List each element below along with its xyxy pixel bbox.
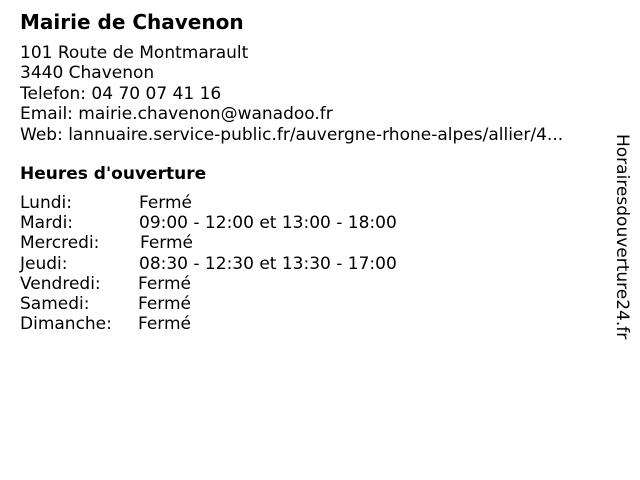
- day-label: Mardi:: [20, 213, 74, 234]
- hours-value: Fermé: [140, 233, 194, 254]
- hours-value: Fermé: [138, 293, 192, 314]
- address-line: 101 Route de Montmarault: [20, 43, 249, 63]
- day-label: Samedi:: [20, 293, 90, 314]
- site-watermark: Horairesdouverture24.fr: [612, 134, 632, 340]
- page-title: Mairie de Chavenon: [20, 10, 244, 34]
- web-line: Web: lannuaire.service-public.fr/auvergne-rhone-alpes/allier/4...: [20, 124, 564, 145]
- hours-value: Fermé: [139, 193, 193, 213]
- phone-line: Telefon: 04 70 07 41 16: [20, 83, 222, 104]
- hours-value: Fermé: [138, 314, 192, 335]
- day-label: Dimanche:: [20, 314, 112, 335]
- day-label: Vendredi:: [20, 273, 101, 294]
- contact-block: [20, 43, 563, 145]
- day-label: Jeudi:: [20, 253, 68, 274]
- hours-value: Fermé: [138, 273, 192, 294]
- hours-heading: Heures d'ouverture: [20, 164, 207, 184]
- hours-value: 09:00 - 12:00 et 13:00 - 18:00: [139, 213, 397, 234]
- day-label: Lundi:: [20, 193, 72, 213]
- email-line: Email: mairie.chavenon@wanadoo.fr: [20, 104, 333, 125]
- city-line: 3440 Chavenon: [20, 63, 155, 84]
- day-label: Mercredi:: [20, 233, 100, 254]
- hours-value: 08:30 - 12:30 et 13:30 - 17:00: [139, 253, 397, 274]
